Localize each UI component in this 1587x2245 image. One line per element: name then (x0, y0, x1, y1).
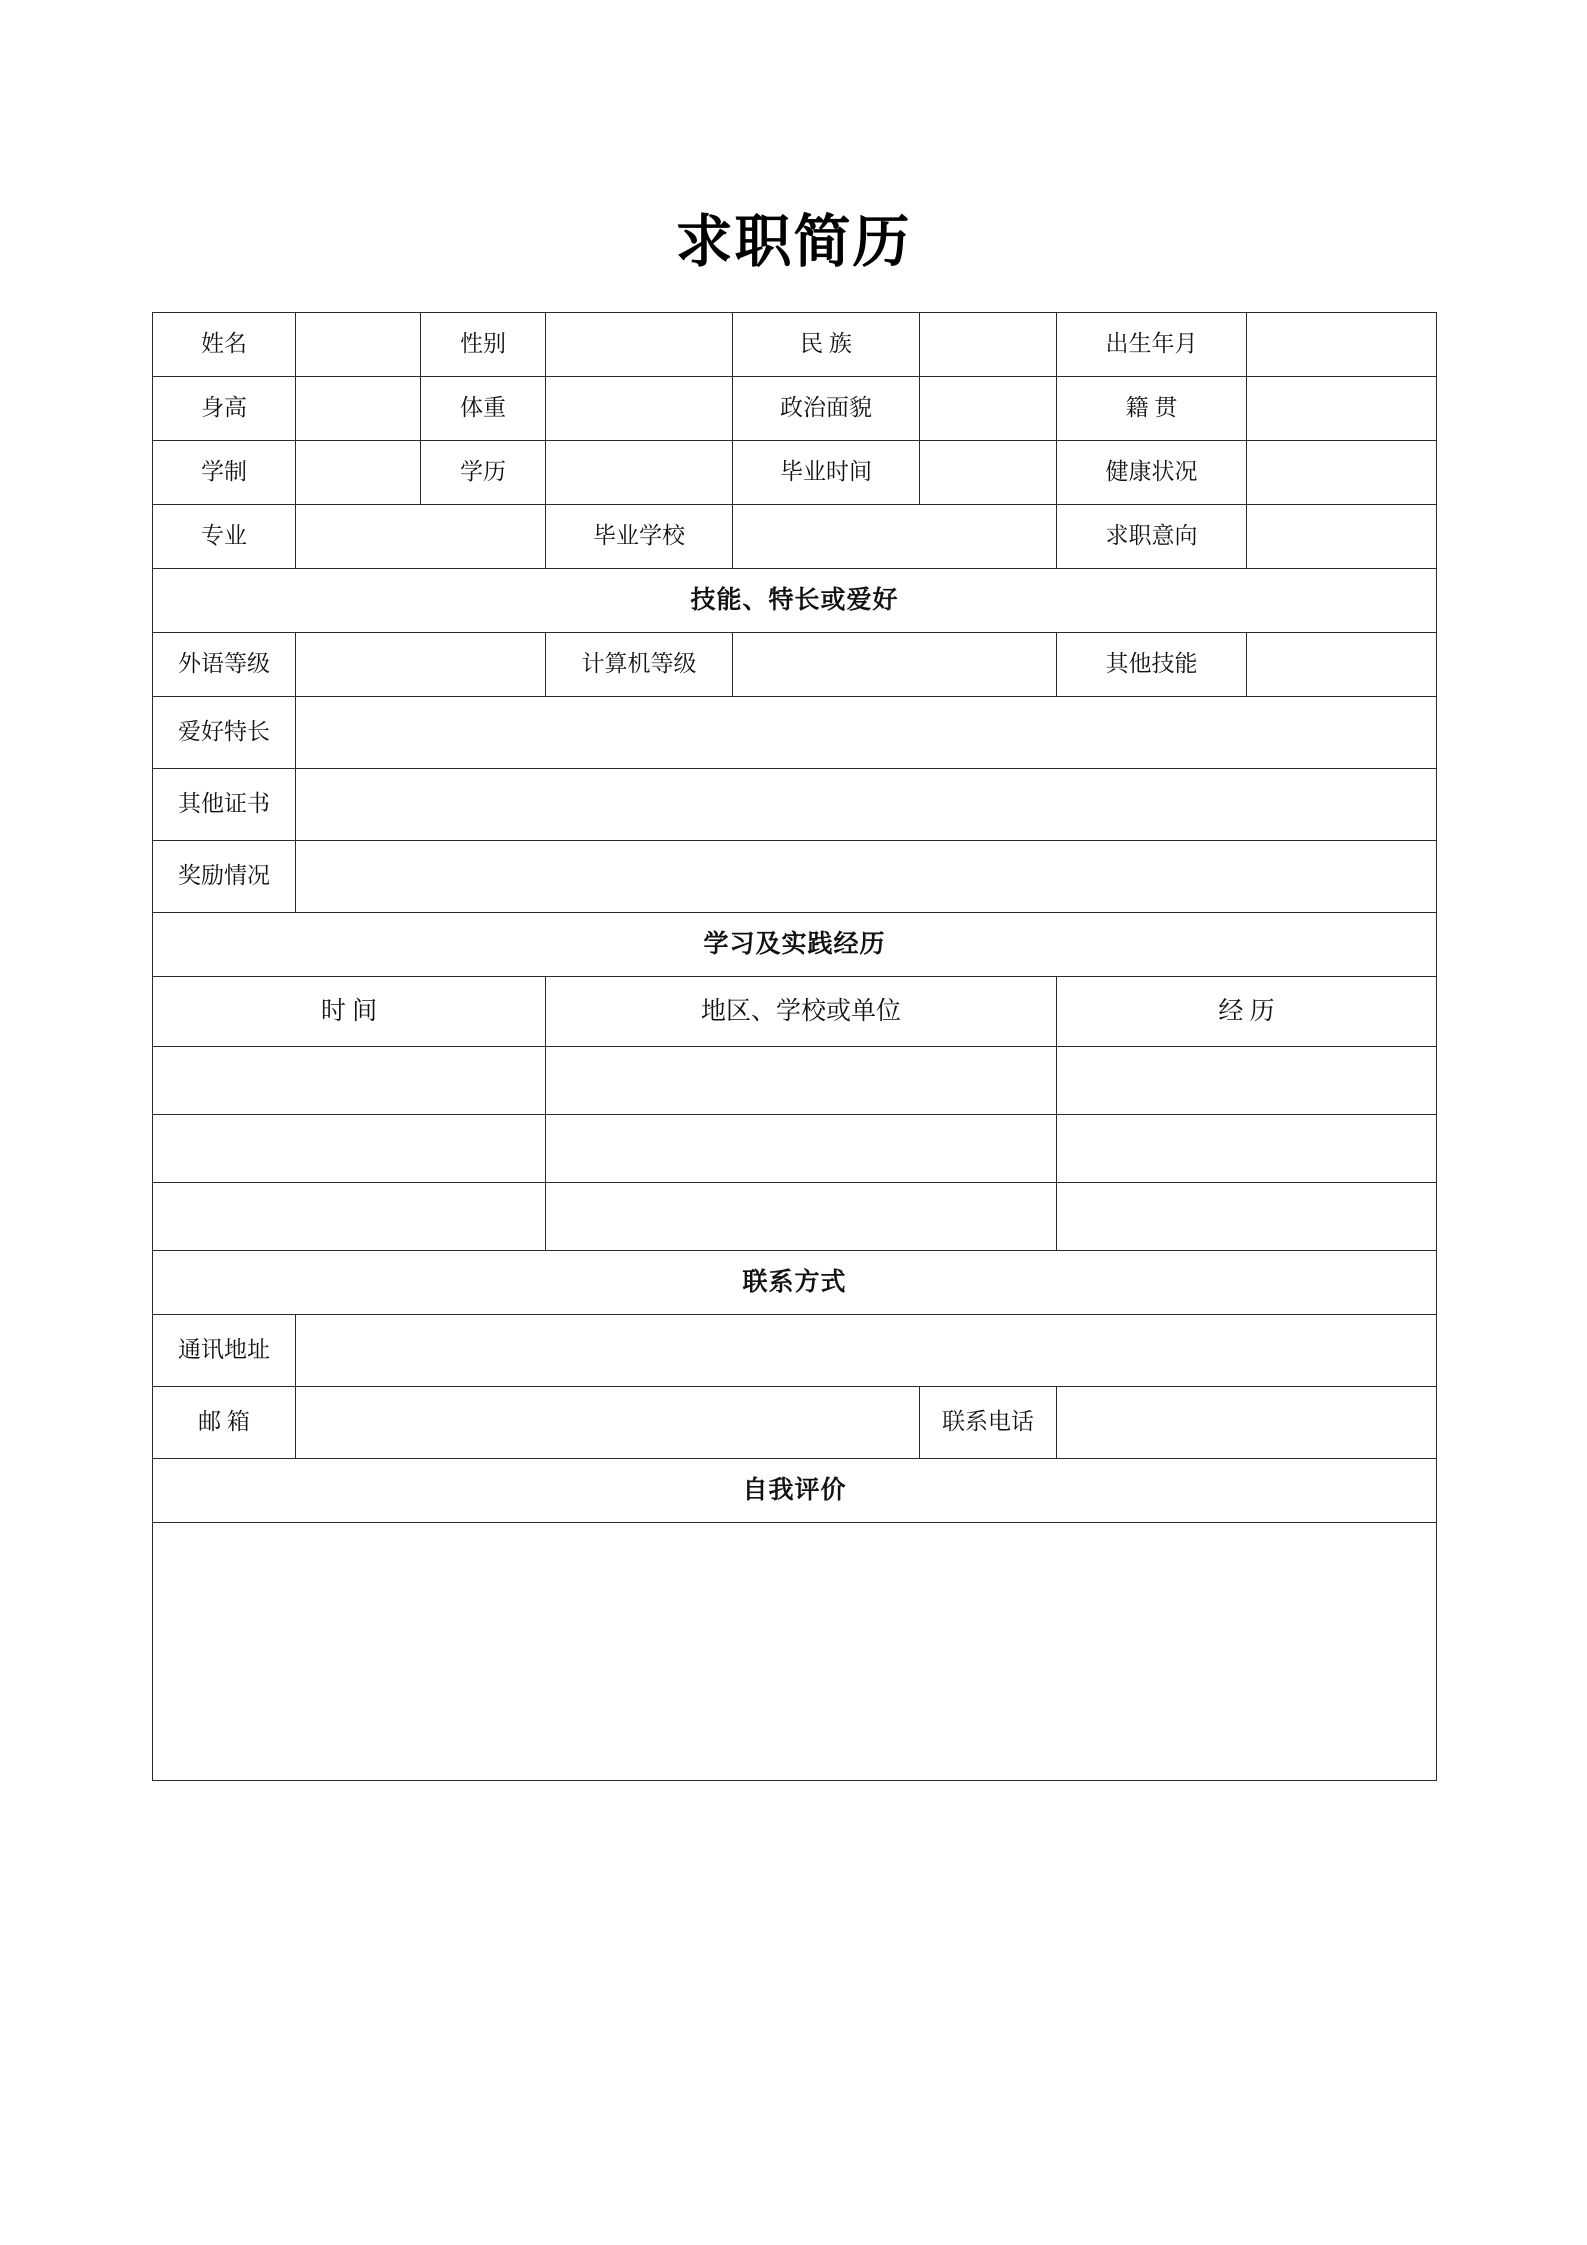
ethnicity-value[interactable] (920, 313, 1057, 377)
experience-col-detail: 经 历 (1057, 977, 1437, 1047)
name-value[interactable] (296, 313, 421, 377)
experience-col-time: 时 间 (153, 977, 546, 1047)
experience-place-value[interactable] (546, 1115, 1057, 1183)
height-value[interactable] (296, 377, 421, 441)
table-row (153, 1523, 1437, 1781)
weight-value[interactable] (546, 377, 733, 441)
table-row (153, 569, 1437, 633)
major-value[interactable] (296, 505, 546, 569)
table-row (153, 313, 1437, 377)
table-row (153, 1251, 1437, 1315)
other-skills-label: 其他技能 (1057, 633, 1247, 697)
address-value[interactable] (296, 1315, 1437, 1387)
computer-level-value[interactable] (733, 633, 1057, 697)
table-row (153, 1047, 1437, 1115)
graduation-time-value[interactable] (920, 441, 1057, 505)
gender-label: 性别 (421, 313, 546, 377)
health-value[interactable] (1247, 441, 1437, 505)
experience-col-place: 地区、学校或单位 (546, 977, 1057, 1047)
awards-value[interactable] (296, 841, 1437, 913)
major-label: 专业 (153, 505, 296, 569)
table-row (153, 441, 1437, 505)
other-certificates-label: 其他证书 (153, 769, 296, 841)
table-row (153, 377, 1437, 441)
education-label: 学历 (421, 441, 546, 505)
resume-form-table (152, 312, 1437, 1781)
health-label: 健康状况 (1057, 441, 1247, 505)
address-label: 通讯地址 (153, 1315, 296, 1387)
name-label: 姓名 (153, 313, 296, 377)
ethnicity-label: 民 族 (733, 313, 920, 377)
graduate-school-value[interactable] (733, 505, 1057, 569)
awards-label: 奖励情况 (153, 841, 296, 913)
table-row (153, 633, 1437, 697)
height-label: 身高 (153, 377, 296, 441)
experience-detail-value[interactable] (1057, 1115, 1437, 1183)
contact-section-header: 联系方式 (153, 1251, 1437, 1315)
education-value[interactable] (546, 441, 733, 505)
experience-time-value[interactable] (153, 1047, 546, 1115)
job-intent-value[interactable] (1247, 505, 1437, 569)
experience-time-value[interactable] (153, 1183, 546, 1251)
experience-time-value[interactable] (153, 1115, 546, 1183)
table-row (153, 505, 1437, 569)
school-system-value[interactable] (296, 441, 421, 505)
table-row (153, 1115, 1437, 1183)
email-label: 邮 箱 (153, 1387, 296, 1459)
other-certificates-value[interactable] (296, 769, 1437, 841)
skills-section-header: 技能、特长或爱好 (153, 569, 1437, 633)
experience-place-value[interactable] (546, 1183, 1057, 1251)
graduate-school-label: 毕业学校 (546, 505, 733, 569)
weight-label: 体重 (421, 377, 546, 441)
table-row (153, 769, 1437, 841)
table-row (153, 1315, 1437, 1387)
native-place-value[interactable] (1247, 377, 1437, 441)
graduation-time-label: 毕业时间 (733, 441, 920, 505)
phone-label: 联系电话 (920, 1387, 1057, 1459)
experience-detail-value[interactable] (1057, 1183, 1437, 1251)
table-row (153, 1387, 1437, 1459)
school-system-label: 学制 (153, 441, 296, 505)
page-title: 求职简历 (675, 211, 912, 274)
self-evaluation-header: 自我评价 (153, 1459, 1437, 1523)
foreign-language-level-value[interactable] (296, 633, 546, 697)
computer-level-label: 计算机等级 (546, 633, 733, 697)
birthdate-value[interactable] (1247, 313, 1437, 377)
job-intent-label: 求职意向 (1057, 505, 1247, 569)
hobby-value[interactable] (296, 697, 1437, 769)
political-status-value[interactable] (920, 377, 1057, 441)
hobby-label: 爱好特长 (153, 697, 296, 769)
table-row (153, 1459, 1437, 1523)
experience-place-value[interactable] (546, 1047, 1057, 1115)
experience-detail-value[interactable] (1057, 1047, 1437, 1115)
political-status-label: 政治面貌 (733, 377, 920, 441)
birthdate-label: 出生年月 (1057, 313, 1247, 377)
table-row (153, 841, 1437, 913)
table-row (153, 977, 1437, 1047)
experience-section-header: 学习及实践经历 (153, 913, 1437, 977)
other-skills-value[interactable] (1247, 633, 1437, 697)
phone-value[interactable] (1057, 1387, 1437, 1459)
table-row (153, 1183, 1437, 1251)
gender-value[interactable] (546, 313, 733, 377)
foreign-language-level-label: 外语等级 (153, 633, 296, 697)
table-row (153, 913, 1437, 977)
email-value[interactable] (296, 1387, 920, 1459)
table-row (153, 697, 1437, 769)
native-place-label: 籍 贯 (1057, 377, 1247, 441)
self-evaluation-body[interactable] (153, 1523, 1437, 1781)
